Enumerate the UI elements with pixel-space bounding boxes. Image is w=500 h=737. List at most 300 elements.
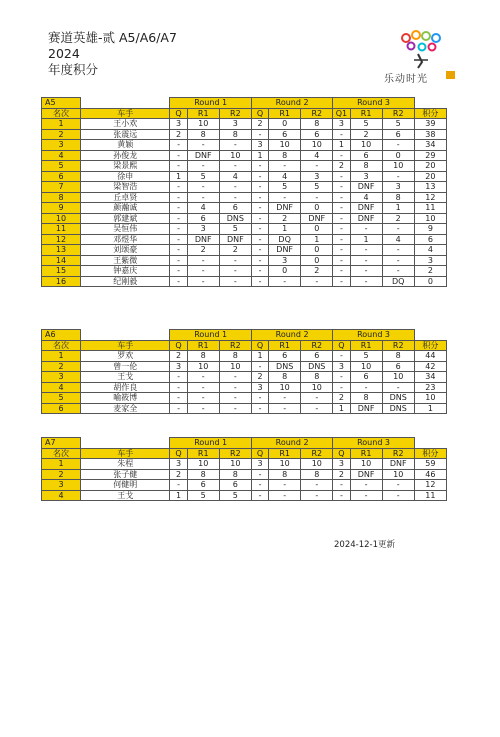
- score-cell: -: [333, 245, 350, 256]
- score-cell: -: [170, 161, 187, 172]
- score-cell: -: [269, 490, 301, 501]
- driver-cell: 纪刚毅: [81, 276, 170, 287]
- blank-cell: [414, 98, 446, 109]
- round-header-row: [42, 330, 447, 341]
- points-cell: 59: [414, 459, 446, 470]
- score-cell: 3: [251, 459, 268, 470]
- driver-cell: 丘卓贤: [81, 192, 170, 203]
- score-cell: -: [382, 490, 414, 501]
- column-header: 车手: [81, 340, 170, 351]
- score-cell: 0: [382, 150, 414, 161]
- column-header: Q: [251, 448, 268, 459]
- driver-cell: 王紫微: [81, 255, 170, 266]
- driver-cell: 罗欢: [81, 351, 170, 362]
- score-cell: -: [219, 192, 251, 203]
- score-cell: 4: [219, 171, 251, 182]
- score-cell: 5: [301, 182, 333, 193]
- score-cell: -: [170, 480, 187, 491]
- score-cell: 10: [187, 361, 219, 372]
- driver-cell: 张震远: [81, 129, 170, 140]
- score-cell: -: [251, 171, 268, 182]
- score-cell: 8: [301, 119, 333, 130]
- score-cell: DNF: [350, 403, 382, 414]
- driver-cell: 孙俊龙: [81, 150, 170, 161]
- score-cell: 3: [170, 119, 187, 130]
- rank-cell: 4: [42, 150, 81, 161]
- score-cell: -: [251, 469, 268, 480]
- score-cell: 10: [269, 382, 301, 393]
- score-cell: DNS: [269, 361, 301, 372]
- score-cell: 10: [187, 119, 219, 130]
- score-cell: 3: [269, 255, 301, 266]
- score-cell: -: [170, 372, 187, 383]
- score-cell: -: [187, 372, 219, 383]
- points-cell: 6: [414, 234, 446, 245]
- score-cell: -: [382, 480, 414, 491]
- score-cell: 0: [301, 255, 333, 266]
- driver-cell: 郭建斌: [81, 213, 170, 224]
- column-header: R1: [350, 340, 382, 351]
- table-row: [42, 245, 447, 256]
- column-header: R2: [382, 108, 414, 119]
- score-cell: 2: [333, 393, 350, 404]
- driver-cell: 胡作良: [81, 382, 170, 393]
- score-cell: -: [269, 161, 301, 172]
- rank-cell: 14: [42, 255, 81, 266]
- score-cell: -: [219, 403, 251, 414]
- table-row: [42, 382, 447, 393]
- table-row: [42, 480, 447, 491]
- score-cell: 6: [219, 203, 251, 214]
- table-row: [42, 276, 447, 287]
- score-cell: 5: [187, 171, 219, 182]
- score-cell: -: [187, 266, 219, 277]
- points-cell: 2: [414, 266, 446, 277]
- score-cell: -: [187, 382, 219, 393]
- score-cell: 10: [301, 459, 333, 470]
- points-cell: 11: [414, 203, 446, 214]
- round-label: Round 1: [170, 330, 251, 341]
- points-cell: 44: [414, 351, 446, 362]
- score-cell: -: [269, 192, 301, 203]
- driver-cell: 张子健: [81, 469, 170, 480]
- rank-cell: 2: [42, 361, 81, 372]
- points-cell: 3: [414, 255, 446, 266]
- score-cell: -: [187, 393, 219, 404]
- driver-cell: 麦家全: [81, 403, 170, 414]
- score-cell: 5: [219, 490, 251, 501]
- round-label: Round 3: [333, 438, 414, 449]
- rank-cell: 2: [42, 129, 81, 140]
- score-cell: 2: [269, 213, 301, 224]
- score-cell: 6: [269, 129, 301, 140]
- score-cell: 5: [187, 490, 219, 501]
- score-cell: -: [382, 171, 414, 182]
- score-cell: -: [219, 161, 251, 172]
- score-cell: -: [219, 372, 251, 383]
- blank-cell: [414, 438, 446, 449]
- score-cell: -: [170, 393, 187, 404]
- rank-cell: 7: [42, 182, 81, 193]
- page-title: [48, 30, 177, 78]
- score-cell: DNS: [382, 393, 414, 404]
- score-cell: -: [187, 140, 219, 151]
- driver-cell: 王戈: [81, 490, 170, 501]
- score-cell: -: [301, 192, 333, 203]
- score-cell: 2: [301, 266, 333, 277]
- rank-cell: 4: [42, 382, 81, 393]
- score-cell: -: [333, 382, 350, 393]
- driver-cell: 梁景熙: [81, 161, 170, 172]
- score-cell: -: [382, 266, 414, 277]
- column-header: Q1: [333, 108, 350, 119]
- round-header-row: [42, 98, 447, 109]
- score-cell: -: [251, 276, 268, 287]
- column-header: R2: [382, 340, 414, 351]
- score-cell: -: [219, 182, 251, 193]
- column-header: R2: [219, 340, 251, 351]
- score-cell: 2: [333, 161, 350, 172]
- rank-cell: 5: [42, 161, 81, 172]
- points-cell: 0: [414, 276, 446, 287]
- score-cell: 2: [251, 372, 268, 383]
- score-cell: 6: [350, 372, 382, 383]
- score-cell: 10: [269, 459, 301, 470]
- score-cell: -: [382, 224, 414, 235]
- table-row: [42, 459, 447, 470]
- score-cell: -: [251, 361, 268, 372]
- score-cell: 6: [269, 351, 301, 362]
- column-header: Q: [333, 340, 350, 351]
- score-cell: -: [219, 382, 251, 393]
- score-cell: -: [350, 382, 382, 393]
- score-cell: -: [350, 276, 382, 287]
- score-cell: -: [350, 480, 382, 491]
- table-row: [42, 372, 447, 383]
- score-cell: -: [251, 245, 268, 256]
- column-header: 车手: [81, 108, 170, 119]
- score-cell: -: [333, 351, 350, 362]
- score-cell: -: [269, 393, 301, 404]
- class-label: A5: [42, 98, 81, 109]
- score-cell: 0: [301, 203, 333, 214]
- score-cell: 6: [301, 351, 333, 362]
- score-cell: 10: [219, 459, 251, 470]
- column-header: R2: [219, 448, 251, 459]
- column-header: 积分: [414, 340, 446, 351]
- score-cell: -: [251, 266, 268, 277]
- score-cell: -: [301, 480, 333, 491]
- score-cell: -: [333, 150, 350, 161]
- score-cell: -: [251, 129, 268, 140]
- score-cell: -: [251, 224, 268, 235]
- score-cell: 6: [350, 150, 382, 161]
- score-cell: -: [219, 393, 251, 404]
- column-header: Q: [170, 340, 187, 351]
- score-cell: DNS: [219, 213, 251, 224]
- table-row: [42, 361, 447, 372]
- score-cell: 3: [382, 182, 414, 193]
- column-header: R1: [350, 448, 382, 459]
- score-cell: 6: [382, 361, 414, 372]
- score-cell: 6: [382, 129, 414, 140]
- table-row: [42, 140, 447, 151]
- score-cell: -: [301, 490, 333, 501]
- score-cell: 1: [170, 171, 187, 182]
- score-cell: 2: [333, 469, 350, 480]
- score-cell: -: [333, 203, 350, 214]
- table-row: [42, 213, 447, 224]
- score-cell: 3: [333, 459, 350, 470]
- score-cell: 10: [269, 140, 301, 151]
- score-cell: -: [170, 266, 187, 277]
- score-cell: DNF: [269, 203, 301, 214]
- points-cell: 9: [414, 224, 446, 235]
- column-header: Q: [170, 448, 187, 459]
- score-cell: -: [187, 161, 219, 172]
- score-cell: -: [170, 203, 187, 214]
- score-cell: -: [251, 161, 268, 172]
- rank-cell: 10: [42, 213, 81, 224]
- score-cell: 2: [382, 213, 414, 224]
- score-cell: -: [251, 255, 268, 266]
- driver-cell: 朱程: [81, 459, 170, 470]
- round-header-row: [42, 438, 447, 449]
- rank-cell: 1: [42, 351, 81, 362]
- rank-cell: 1: [42, 119, 81, 130]
- table-row: [42, 161, 447, 172]
- score-cell: -: [350, 255, 382, 266]
- column-header: Q: [251, 108, 268, 119]
- score-cell: -: [333, 276, 350, 287]
- round-label: Round 2: [251, 438, 332, 449]
- blank-cell: [81, 98, 170, 109]
- column-header-row: [42, 448, 447, 459]
- score-cell: -: [350, 224, 382, 235]
- driver-cell: 吴恒伟: [81, 224, 170, 235]
- score-cell: 0: [269, 266, 301, 277]
- column-header: R1: [187, 448, 219, 459]
- table-row: [42, 351, 447, 362]
- table-row: [42, 224, 447, 235]
- score-cell: -: [251, 480, 268, 491]
- score-cell: -: [333, 490, 350, 501]
- table-row: [42, 203, 447, 214]
- rank-cell: 15: [42, 266, 81, 277]
- table-row: [42, 171, 447, 182]
- score-cell: -: [333, 266, 350, 277]
- score-cell: -: [251, 234, 268, 245]
- score-cell: 3: [333, 119, 350, 130]
- round-label: Round 1: [170, 438, 251, 449]
- score-cell: -: [187, 276, 219, 287]
- score-cell: 10: [350, 459, 382, 470]
- rank-cell: 13: [42, 245, 81, 256]
- score-cell: 8: [187, 129, 219, 140]
- score-cell: DQ: [269, 234, 301, 245]
- points-cell: 4: [414, 245, 446, 256]
- score-cell: -: [170, 213, 187, 224]
- score-cell: 3: [251, 140, 268, 151]
- points-cell: 29: [414, 150, 446, 161]
- table-row: [42, 469, 447, 480]
- rank-cell: 4: [42, 490, 81, 501]
- driver-cell: 曾一伦: [81, 361, 170, 372]
- class-table-a6: [41, 329, 447, 414]
- rank-cell: 6: [42, 171, 81, 182]
- score-cell: 10: [382, 469, 414, 480]
- points-cell: 13: [414, 182, 446, 193]
- score-cell: 5: [350, 119, 382, 130]
- score-cell: -: [187, 192, 219, 203]
- score-cell: -: [251, 403, 268, 414]
- round-label: Round 2: [251, 98, 332, 109]
- column-header-row: [42, 340, 447, 351]
- driver-cell: 黄颖: [81, 140, 170, 151]
- score-cell: -: [333, 182, 350, 193]
- score-cell: 5: [382, 119, 414, 130]
- table-row: [42, 255, 447, 266]
- table-row: [42, 234, 447, 245]
- score-cell: 1: [251, 150, 268, 161]
- column-header: R1: [350, 108, 382, 119]
- score-cell: -: [170, 403, 187, 414]
- rank-cell: 9: [42, 203, 81, 214]
- table-row: [42, 490, 447, 501]
- score-cell: 2: [170, 129, 187, 140]
- score-cell: -: [301, 161, 333, 172]
- table-row: [42, 150, 447, 161]
- score-cell: -: [170, 234, 187, 245]
- points-cell: 11: [414, 490, 446, 501]
- driver-cell: 颜瀚诚: [81, 203, 170, 214]
- points-cell: 34: [414, 140, 446, 151]
- score-cell: 5: [219, 224, 251, 235]
- score-cell: 5: [350, 351, 382, 362]
- score-cell: 10: [350, 361, 382, 372]
- score-cell: 8: [269, 469, 301, 480]
- score-cell: -: [333, 234, 350, 245]
- score-cell: 8: [219, 129, 251, 140]
- points-cell: 39: [414, 119, 446, 130]
- driver-cell: 王戈: [81, 372, 170, 383]
- score-cell: 2: [219, 245, 251, 256]
- score-cell: 10: [350, 140, 382, 151]
- class-label: A7: [42, 438, 81, 449]
- score-cell: 8: [187, 469, 219, 480]
- score-cell: -: [301, 393, 333, 404]
- round-label: Round 3: [333, 330, 414, 341]
- points-cell: 46: [414, 469, 446, 480]
- points-cell: 12: [414, 480, 446, 491]
- score-cell: 8: [269, 372, 301, 383]
- score-cell: 0: [301, 245, 333, 256]
- column-header: 积分: [414, 448, 446, 459]
- column-header: R2: [382, 448, 414, 459]
- points-cell: 10: [414, 213, 446, 224]
- column-header: 名次: [42, 448, 81, 459]
- score-cell: -: [333, 171, 350, 182]
- update-note: 2024-12-1更新: [334, 540, 395, 550]
- score-cell: DNF: [301, 213, 333, 224]
- score-cell: 1: [251, 351, 268, 362]
- score-cell: 3: [350, 171, 382, 182]
- score-cell: 10: [219, 150, 251, 161]
- score-cell: -: [382, 245, 414, 256]
- score-cell: DNS: [301, 361, 333, 372]
- score-cell: -: [170, 192, 187, 203]
- table-row: [42, 393, 447, 404]
- score-cell: -: [333, 224, 350, 235]
- column-header: R2: [301, 340, 333, 351]
- score-cell: -: [170, 255, 187, 266]
- score-cell: 4: [301, 150, 333, 161]
- round-label: Round 2: [251, 330, 332, 341]
- table-row: [42, 182, 447, 193]
- column-header: R2: [301, 108, 333, 119]
- score-cell: 10: [301, 140, 333, 151]
- round-label: Round 1: [170, 98, 251, 109]
- score-cell: 5: [269, 182, 301, 193]
- points-cell: 34: [414, 372, 446, 383]
- score-cell: DNF: [350, 203, 382, 214]
- blank-cell: [414, 330, 446, 341]
- score-cell: DNF: [350, 182, 382, 193]
- score-cell: 2: [170, 351, 187, 362]
- score-cell: -: [251, 490, 268, 501]
- table-row: [42, 266, 447, 277]
- points-cell: 38: [414, 129, 446, 140]
- class-table-a7: [41, 437, 447, 501]
- score-cell: 10: [301, 382, 333, 393]
- column-header: 名次: [42, 340, 81, 351]
- score-cell: 1: [333, 403, 350, 414]
- score-cell: -: [170, 140, 187, 151]
- column-header: Q: [170, 108, 187, 119]
- blank-cell: [81, 438, 170, 449]
- score-cell: -: [350, 490, 382, 501]
- score-cell: -: [333, 255, 350, 266]
- score-cell: -: [333, 129, 350, 140]
- column-header: 积分: [414, 108, 446, 119]
- score-cell: 4: [187, 203, 219, 214]
- points-cell: 10: [414, 393, 446, 404]
- column-header: Q: [333, 448, 350, 459]
- score-cell: 3: [301, 171, 333, 182]
- score-cell: DQ: [382, 276, 414, 287]
- score-cell: -: [219, 276, 251, 287]
- score-cell: -: [333, 192, 350, 203]
- score-cell: -: [187, 182, 219, 193]
- class-table-a5: [41, 97, 447, 287]
- score-cell: -: [251, 393, 268, 404]
- score-cell: 8: [301, 372, 333, 383]
- score-cell: 3: [170, 361, 187, 372]
- score-cell: 8: [219, 469, 251, 480]
- score-cell: 8: [382, 351, 414, 362]
- rank-cell: 12: [42, 234, 81, 245]
- points-cell: 23: [414, 382, 446, 393]
- score-cell: -: [219, 140, 251, 151]
- title-line-1: 赛道英雄-贰 A5/A6/A7: [48, 30, 177, 45]
- score-cell: -: [170, 182, 187, 193]
- table-row: [42, 119, 447, 130]
- score-cell: 4: [350, 192, 382, 203]
- score-cell: 0: [269, 119, 301, 130]
- score-cell: -: [333, 372, 350, 383]
- score-cell: 6: [187, 480, 219, 491]
- score-cell: -: [170, 276, 187, 287]
